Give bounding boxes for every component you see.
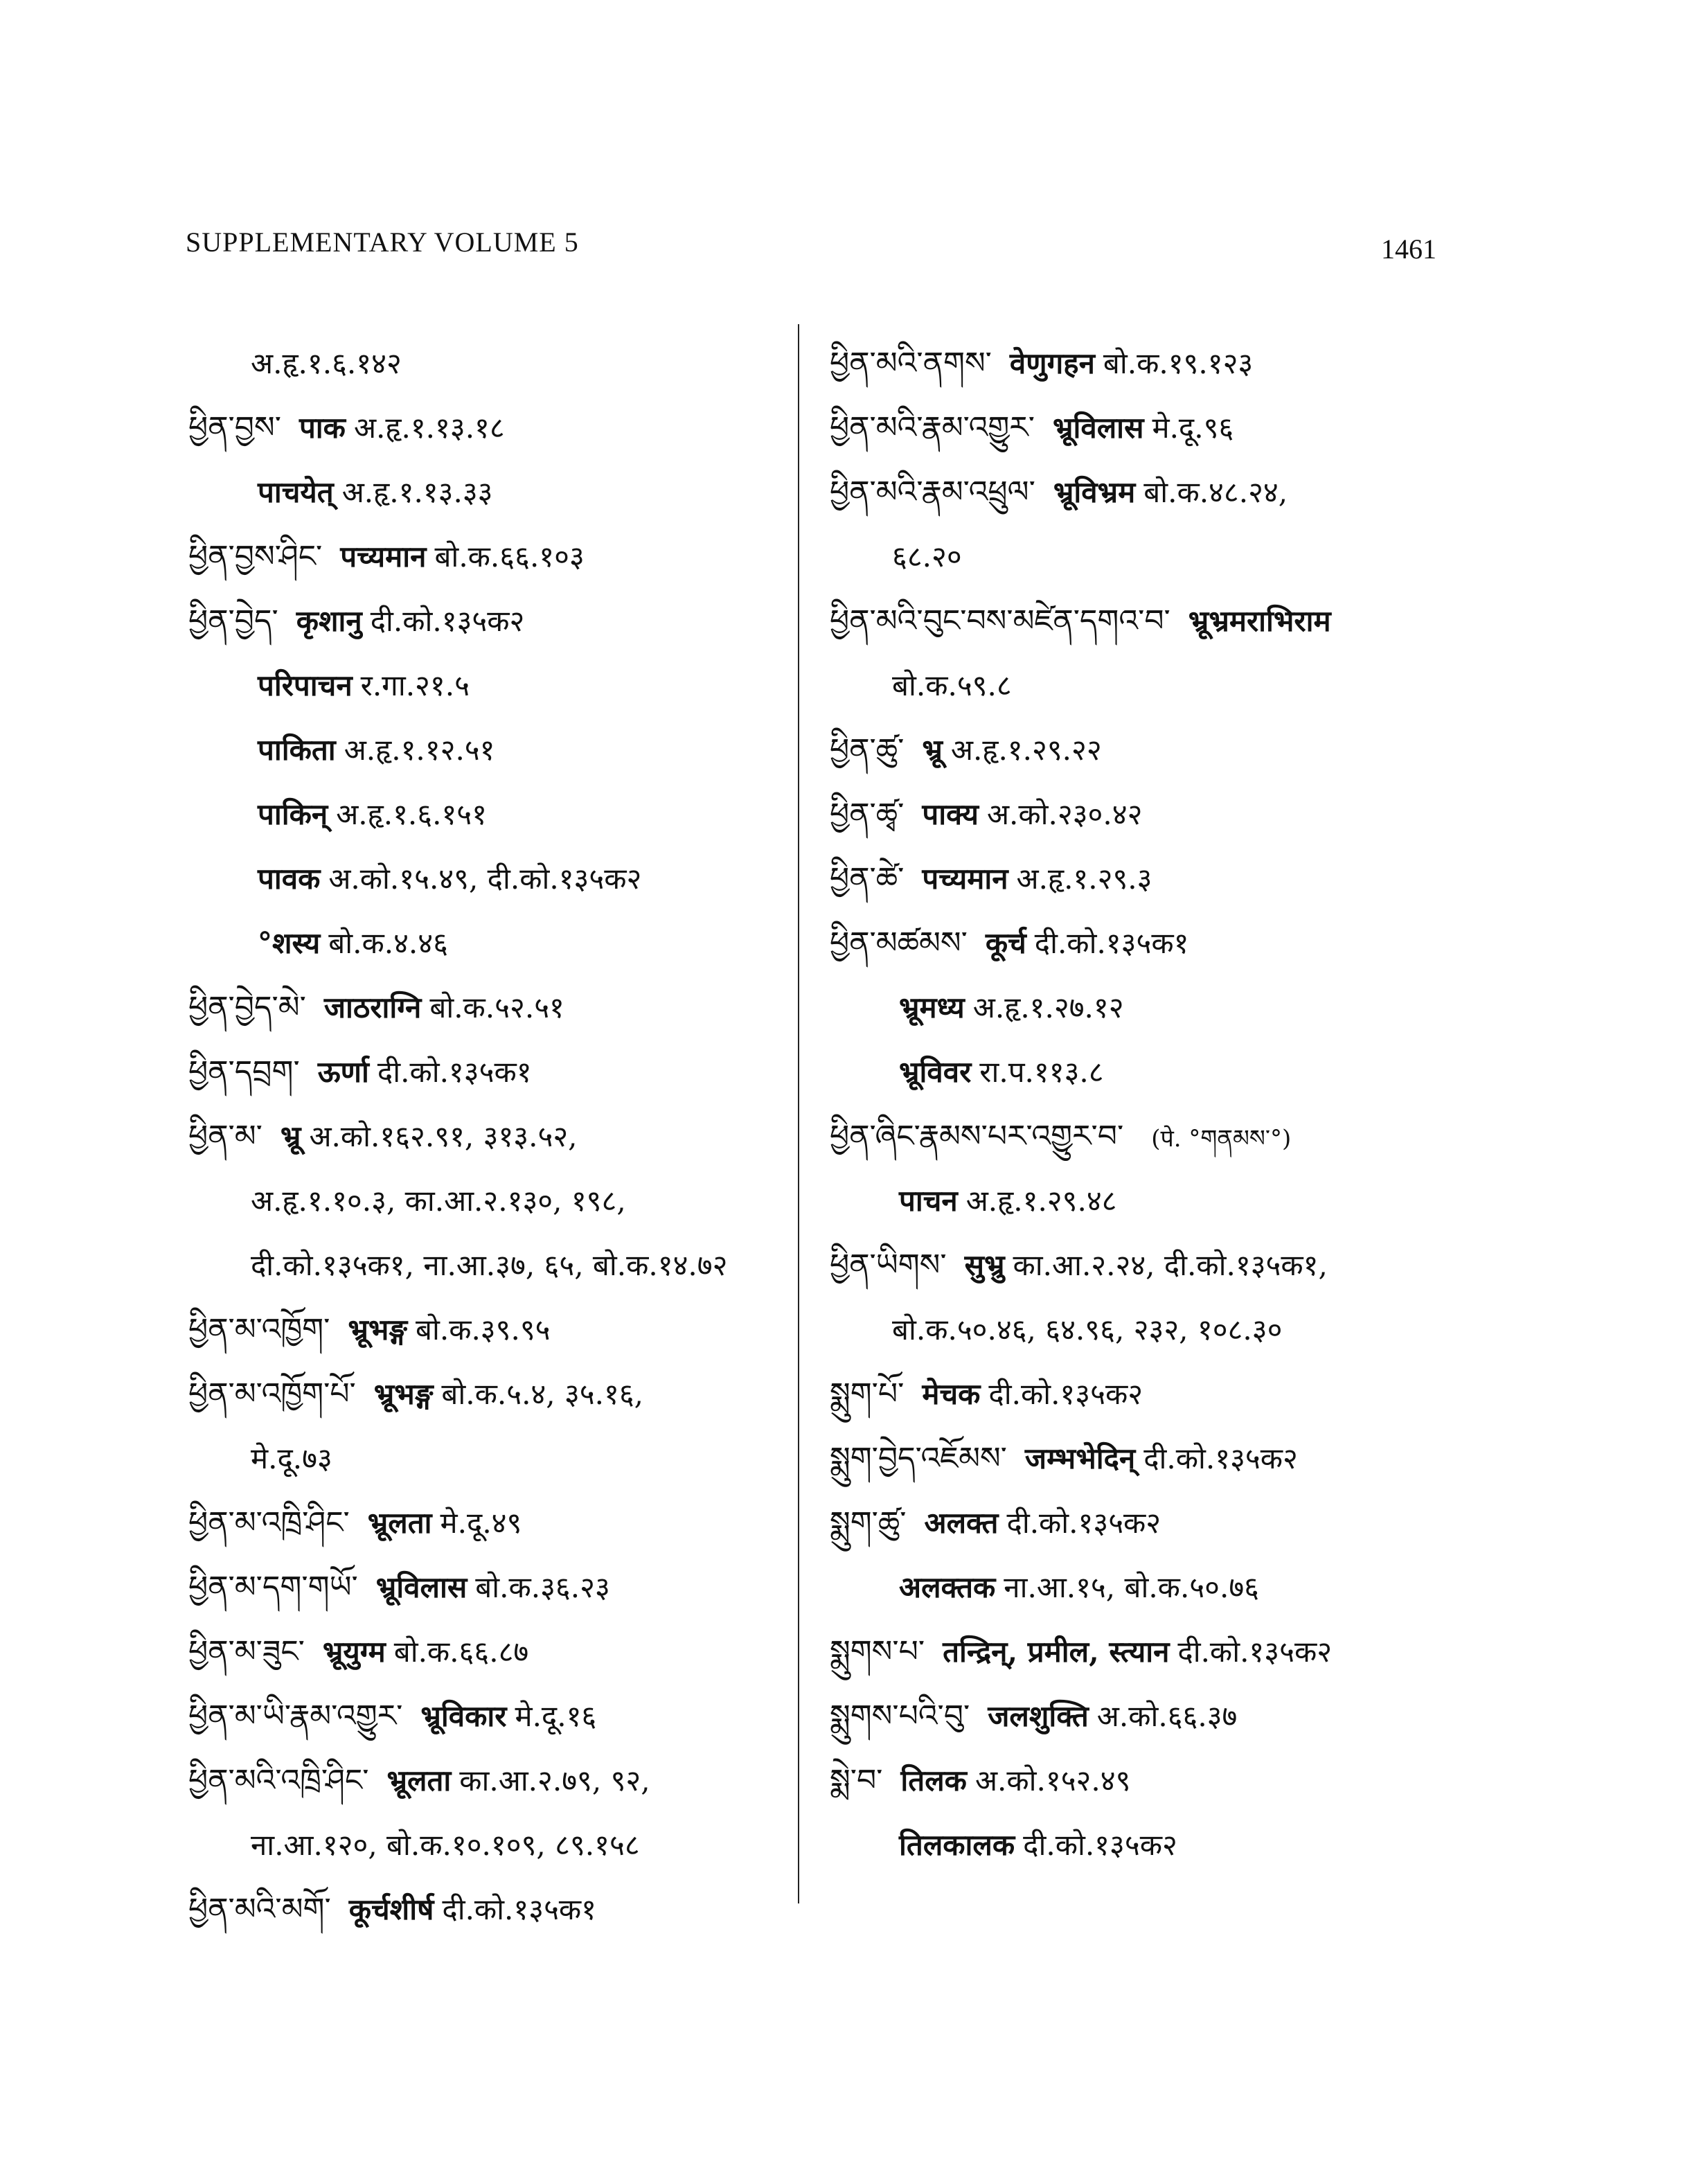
sanskrit-headword: सुभ्रु bbox=[964, 1248, 1005, 1282]
source-reference: अ.हृ.१.१०.३, का.आ.२.१३०, १९८, bbox=[251, 1184, 626, 1218]
entry-continuation bbox=[188, 331, 784, 396]
sanskrit-headword: तिलक bbox=[900, 1764, 967, 1797]
source-reference: मे.दू.९६ bbox=[1152, 411, 1234, 445]
dictionary-entry bbox=[830, 460, 1481, 524]
sub-entry bbox=[188, 718, 784, 782]
sub-entry bbox=[188, 460, 784, 524]
tibetan-term: ཕྱིན་ཞིང་རྣམས་པར་འགྱུར་བ་ bbox=[830, 1119, 1124, 1154]
tibetan-term: ཕྱིན་མའི་མགོ་ bbox=[188, 1892, 331, 1927]
dictionary-entry bbox=[830, 782, 1481, 846]
tibetan-term: ཕྱིན་བྱེད་ bbox=[188, 603, 278, 639]
sanskrit-headword: जलशुक्ति bbox=[988, 1699, 1089, 1733]
sanskrit-headword: भ्रू bbox=[280, 1119, 301, 1153]
dictionary-entry bbox=[830, 396, 1481, 460]
source-reference: मे.दू.४९ bbox=[440, 1506, 522, 1540]
source-reference: दी.को.१३५क२ bbox=[988, 1377, 1143, 1411]
sanskrit-headword: भ्रूयुग्म bbox=[322, 1635, 386, 1669]
source-reference: दी.को.१३५क२ bbox=[1006, 1506, 1161, 1540]
tibetan-term: ཕྱིན་མའི་རྣམ་འཕྲུལ་ bbox=[830, 474, 1035, 510]
source-reference: अ.हृ.१.२७.१२ bbox=[972, 991, 1124, 1024]
sanskrit-headword: तिलकालक bbox=[899, 1828, 1015, 1862]
source-reference: अ.हृ.१.१३.१८ bbox=[353, 411, 505, 445]
source-reference: अ.हृ.१.६.१५१ bbox=[336, 797, 487, 831]
sanskrit-headword: भ्रूमध्य bbox=[899, 991, 965, 1024]
tibetan-term: སྨུག་ཚུ་ bbox=[830, 1505, 907, 1541]
sanskrit-headword: मेचक bbox=[922, 1377, 981, 1411]
entry-continuation bbox=[830, 1297, 1481, 1362]
dictionary-entry bbox=[188, 524, 784, 589]
source-reference: बो.क.५९.८ bbox=[892, 668, 1012, 702]
sanskrit-headword: पाचन bbox=[899, 1184, 958, 1218]
sub-entry bbox=[188, 846, 784, 911]
dictionary-entry bbox=[830, 1491, 1481, 1555]
tibetan-term: ཕྱིན་མའི་འཁྲི་ཤིང་ bbox=[188, 1763, 369, 1798]
dictionary-entry bbox=[830, 1748, 1481, 1813]
source-reference: दी.को.१३५क१ bbox=[377, 1055, 532, 1089]
sanskrit-headword: भ्रूविभ्रम bbox=[1053, 475, 1136, 509]
dictionary-entry bbox=[830, 589, 1481, 653]
source-reference: अ.को.१६२.९१, ३१३.५२, bbox=[309, 1119, 578, 1153]
dictionary-entry bbox=[188, 1362, 784, 1426]
tibetan-term: སྨུགས་པ་ bbox=[830, 1634, 925, 1669]
source-reference: र.गा.२१.५ bbox=[360, 668, 470, 702]
dictionary-entry bbox=[830, 846, 1481, 911]
dictionary-entry bbox=[830, 1684, 1481, 1748]
tibetan-term: ཕྱིན་བྱས་ bbox=[188, 410, 281, 445]
source-reference: अ.को.१५२.४९ bbox=[974, 1764, 1131, 1797]
tibetan-term: ཕྱིན་མའི་ནགས་ bbox=[830, 346, 992, 381]
dictionary-entry bbox=[830, 331, 1481, 396]
dictionary-entry bbox=[188, 1748, 784, 1813]
entry-continuation bbox=[188, 1169, 784, 1233]
tibetan-term: ཕྱིན་ཡིགས་ bbox=[830, 1248, 947, 1283]
tibetan-term: ཕྱིན་ཚེ་ bbox=[830, 861, 905, 896]
entry-continuation bbox=[188, 1813, 784, 1877]
dictionary-entry bbox=[830, 1233, 1481, 1297]
dictionary-entry bbox=[830, 911, 1481, 975]
sanskrit-headword: भ्रूभ्रमराभिराम bbox=[1188, 604, 1331, 638]
sanskrit-headword: अलक्तक bbox=[899, 1570, 996, 1604]
sub-entry bbox=[830, 1555, 1481, 1619]
sanskrit-headword: भ्रूभङ्ग bbox=[373, 1377, 434, 1411]
sanskrit-headword: पाकिता bbox=[258, 733, 336, 767]
tibetan-term: སྨུགས་པའི་བུ་ bbox=[830, 1698, 970, 1734]
dictionary-entry bbox=[830, 1104, 1481, 1169]
dictionary-entry bbox=[830, 718, 1481, 782]
source-reference: दी.को.१३५क२ bbox=[370, 604, 525, 638]
tibetan-term: ཕྱིན་ཚུ་ bbox=[830, 732, 905, 767]
entry-continuation bbox=[188, 1233, 784, 1297]
page-number: 1461 bbox=[1381, 233, 1436, 265]
source-reference: दी.को.१३५क१ bbox=[442, 1892, 597, 1926]
dictionary-entry bbox=[188, 1555, 784, 1619]
source-reference: बो.क.५२.५१ bbox=[429, 991, 564, 1024]
source-reference: अ.को.२३०.४२ bbox=[986, 797, 1143, 831]
dictionary-entry bbox=[188, 1684, 784, 1748]
sanskrit-headword: तन्द्रिन्, प्रमील, स्त्यान bbox=[943, 1635, 1170, 1669]
tibetan-term: ཕྱིན་ཚྭ་ bbox=[830, 797, 905, 832]
sanskrit-headword: भ्रूविकार bbox=[420, 1699, 507, 1733]
sanskrit-headword: भ्रूभङ्ग bbox=[348, 1313, 407, 1347]
source-reference: बो.क.४.४६ bbox=[328, 926, 448, 960]
tibetan-term: ཕྱིན་མ་ཟུང་ bbox=[188, 1634, 305, 1669]
source-reference: ना.आ.१२०, बो.क.१०.१०९, ८९.१५८ bbox=[251, 1828, 640, 1862]
sanskrit-headword: कृशानु bbox=[296, 604, 362, 638]
source-reference: ना.आ.१५, बो.क.५०.७६ bbox=[1004, 1570, 1260, 1604]
source-reference: बो.क.६६.१०३ bbox=[434, 540, 585, 574]
source-reference: दी.को.१३५क२ bbox=[1177, 1635, 1333, 1669]
source-reference: बो.क.१९.१२३ bbox=[1103, 346, 1254, 380]
tibetan-term: ཕྱིན་མ་འཁྲི་ཤིང་ bbox=[188, 1505, 350, 1541]
sanskrit-headword: भ्रूविवर bbox=[899, 1055, 972, 1089]
dictionary-entry bbox=[188, 396, 784, 460]
tibetan-term: སྨུག་པོ་ bbox=[830, 1376, 905, 1412]
dictionary-entry bbox=[188, 1297, 784, 1362]
sanskrit-headword: पाक bbox=[299, 411, 346, 445]
source-reference: दी.को.१३५क१ bbox=[1034, 926, 1189, 960]
source-reference: दी.को.१३५क२ bbox=[1143, 1441, 1298, 1475]
source-reference: का.आ.२.७९, ९२, bbox=[459, 1764, 650, 1797]
dictionary-entry bbox=[188, 1619, 784, 1684]
tibetan-term: ཕྱིན་བྱེད་མེ་ bbox=[188, 990, 306, 1025]
tibetan-term: ཕྱིན་མ་ཡི་རྣམ་འགྱུར་ bbox=[188, 1698, 403, 1734]
dictionary-entry bbox=[188, 1104, 784, 1169]
tibetan-term: ཕྱིན་མཚམས་ bbox=[830, 925, 968, 961]
tibetan-term: ཕྱིན་མ་དག་གཡོ་ bbox=[188, 1570, 358, 1605]
entry-continuation bbox=[830, 524, 1481, 589]
sub-entry bbox=[830, 1169, 1481, 1233]
source-reference: का.आ.२.२४, दी.को.१३५क१, bbox=[1013, 1248, 1328, 1282]
tibetan-term: ཕྱིན་དབྲག་ bbox=[188, 1054, 300, 1090]
column-divider bbox=[798, 324, 799, 1903]
dictionary-entry bbox=[830, 1426, 1481, 1491]
dictionary-entry bbox=[188, 1877, 784, 1942]
sanskrit-headword: भ्रू bbox=[922, 733, 943, 767]
sanskrit-headword: भ्रूविलास bbox=[1052, 411, 1144, 445]
source-reference: रा.प.११३.८ bbox=[979, 1055, 1104, 1089]
sanskrit-headword: कूर्च bbox=[985, 926, 1026, 960]
variant-note: (पे. °གནམས་°) bbox=[1151, 1125, 1292, 1153]
sanskrit-headword: पाचयेत् bbox=[258, 475, 334, 509]
source-reference: मे.दू.१६ bbox=[515, 1699, 597, 1733]
sub-entry bbox=[188, 782, 784, 846]
source-reference: बो.क.५०.४६, ६४.९६, २३२, १०८.३० bbox=[892, 1313, 1283, 1347]
source-reference: बो.क.४८.२४, bbox=[1143, 475, 1288, 509]
source-reference: बो.क.३९.९५ bbox=[415, 1313, 551, 1347]
source-reference: दी.को.१३५क२ bbox=[1023, 1828, 1177, 1862]
dictionary-entry bbox=[830, 1362, 1481, 1426]
sanskrit-headword: भ्रूलता bbox=[386, 1764, 452, 1797]
source-reference: ६८.२० bbox=[892, 540, 962, 574]
source-reference: दी.को.१३५क१, ना.आ.३७, ६५, बो.क.१४.७२ bbox=[251, 1248, 728, 1282]
source-reference: बो.क.५.४, ३५.१६, bbox=[441, 1377, 644, 1411]
source-reference: अ.हृ.१.२९.२२ bbox=[950, 733, 1102, 767]
source-reference: अ.को.१५.४९, दी.को.१३५क२ bbox=[328, 862, 642, 896]
dictionary-entry bbox=[188, 589, 784, 653]
running-head: SUPPLEMENTARY VOLUME 5 bbox=[186, 227, 579, 258]
source-reference: मे.दू.७३ bbox=[251, 1441, 332, 1475]
sub-entry bbox=[188, 911, 784, 975]
source-reference: अ.को.६६.३७ bbox=[1096, 1699, 1238, 1733]
tibetan-term: ཕྱིན་མ་འཁྱོག་ bbox=[188, 1312, 330, 1347]
sanskrit-headword: भ्रूविलास bbox=[375, 1570, 467, 1604]
sanskrit-headword: पावक bbox=[258, 862, 321, 896]
dictionary-entry bbox=[830, 1619, 1481, 1684]
sanskrit-headword: पाक्य bbox=[922, 797, 979, 831]
sub-entry bbox=[188, 653, 784, 718]
source-reference: बो.क.६६.८७ bbox=[393, 1635, 529, 1669]
entry-continuation bbox=[188, 1426, 784, 1491]
right-column bbox=[830, 331, 1481, 1877]
sub-entry bbox=[830, 975, 1481, 1040]
source-reference: अ.हृ.१.२९.४८ bbox=[965, 1184, 1117, 1218]
dictionary-entry bbox=[188, 1040, 784, 1104]
sanskrit-headword: परिपाचन bbox=[258, 668, 353, 702]
source-reference: अ.हृ.१.२९.३ bbox=[1016, 862, 1152, 896]
source-reference: अ.हृ.१.१३.३३ bbox=[341, 475, 493, 509]
source-reference: अ.हृ.१.६.१४२ bbox=[251, 346, 402, 380]
source-reference: बो.क.३६.२३ bbox=[475, 1570, 610, 1604]
tibetan-term: སྨེ་བ་ bbox=[830, 1763, 883, 1798]
sub-entry bbox=[830, 1040, 1481, 1104]
sanskrit-headword: कूर्चशीर्ष bbox=[348, 1892, 434, 1926]
left-column bbox=[188, 331, 784, 1942]
sub-entry bbox=[830, 1813, 1481, 1877]
tibetan-term: ཕྱིན་མའི་བུང་བས་མཛེན་དགའ་བ་ bbox=[830, 603, 1170, 639]
tibetan-term: སྨུག་བྱེད་འཇོམས་ bbox=[830, 1441, 1007, 1476]
dictionary-entry bbox=[188, 1491, 784, 1555]
tibetan-term: ཕྱིན་མ་འཁྱོག་པོ་ bbox=[188, 1376, 356, 1412]
tibetan-term: ཕྱིན་མ་ bbox=[188, 1119, 262, 1154]
sanskrit-headword: पच्यमान bbox=[340, 540, 427, 574]
sanskrit-headword: अलक्त bbox=[924, 1506, 999, 1540]
dictionary-entry bbox=[188, 975, 784, 1040]
sanskrit-headword: °शस्य bbox=[258, 926, 321, 960]
sanskrit-headword: ऊर्णा bbox=[317, 1055, 369, 1089]
source-reference: अ.हृ.१.१२.५१ bbox=[344, 733, 495, 767]
sanskrit-headword: जाठराग्नि bbox=[323, 991, 422, 1024]
tibetan-term: ཕྱིན་བྱས་ཤིང་ bbox=[188, 539, 323, 574]
sanskrit-headword: वेणुगहन bbox=[1009, 346, 1095, 380]
sanskrit-headword: पाकिन् bbox=[258, 797, 328, 831]
entry-continuation bbox=[830, 653, 1481, 718]
tibetan-term: ཕྱིན་མའི་རྣམ་འགྱུར་ bbox=[830, 410, 1035, 445]
sanskrit-headword: पच्यमान bbox=[922, 862, 1008, 896]
sanskrit-headword: भ्रूलता bbox=[367, 1506, 432, 1540]
sanskrit-headword: जम्भभेदिन् bbox=[1024, 1441, 1136, 1475]
